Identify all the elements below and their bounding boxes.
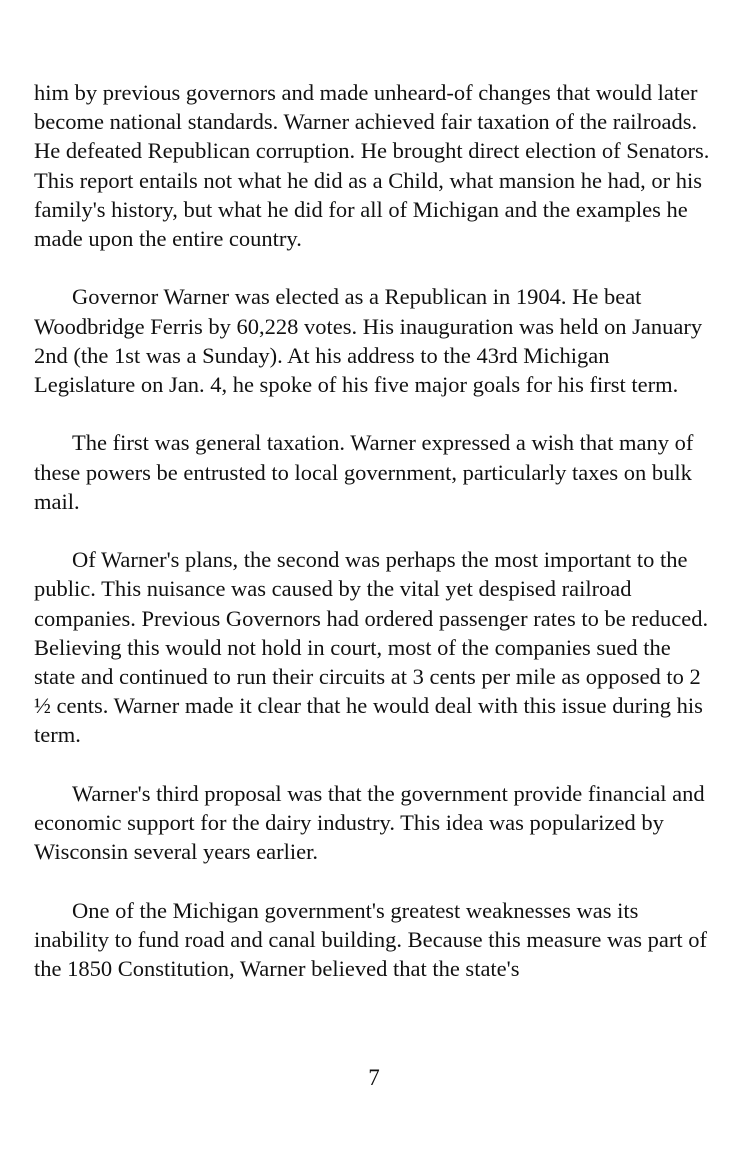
paragraph-roads: One of the Michigan government's greatest weaknesses was its inability to fund road and canal building. Because this measure was part of the 1850 Constitution, Warner believed that the state's (34, 897, 707, 982)
paragraph-election: Governor Warner was elected as a Republican in 1904. He beat Woodbridge Ferris by 60,228 votes. His inauguration was held on January 2nd (the 1st was a Sunday). At his address to the 43rd Michigan Legislature on Jan. 4, he spoke of his five major goals for his first term. (34, 284, 703, 398)
paragraph-taxation: The first was general taxation. Warner expressed a wish that many of these powers be entrusted to local government, particularly taxes on bulk mail. (34, 430, 694, 514)
page-number: 7 (368, 1065, 380, 1090)
body-text (34, 78, 712, 1012)
paragraph-dairy: Warner's third proposal was that the government provide financial and economic support for the dairy industry. This idea was popularized by Wisconsin several years earlier. (34, 780, 705, 865)
paragraph-continuation: him by previous governors and made unheard-of changes that would later become national standards. Warner achieved fair taxation of the railroads. He defeated Republican corruption. He brought direct election of Senators. This report entails not what he did as a Child, what mansion he had, or his family's history, but what he did for all of Michigan and the examples he made upon the entire country. (34, 80, 710, 252)
paragraph-railroads: Of Warner's plans, the second was perhaps the most important to the public. This nuisance was caused by the vital yet despised railroad companies. Previous Governors had ordered passenger rates to be reduced. Believing this would not hold in court, most of the companies sued the state and continued to run their circuits at 3 cents per mile as opposed to 2 ½ cents. Warner made it clear that he would deal with this issue during his term. (34, 547, 709, 748)
